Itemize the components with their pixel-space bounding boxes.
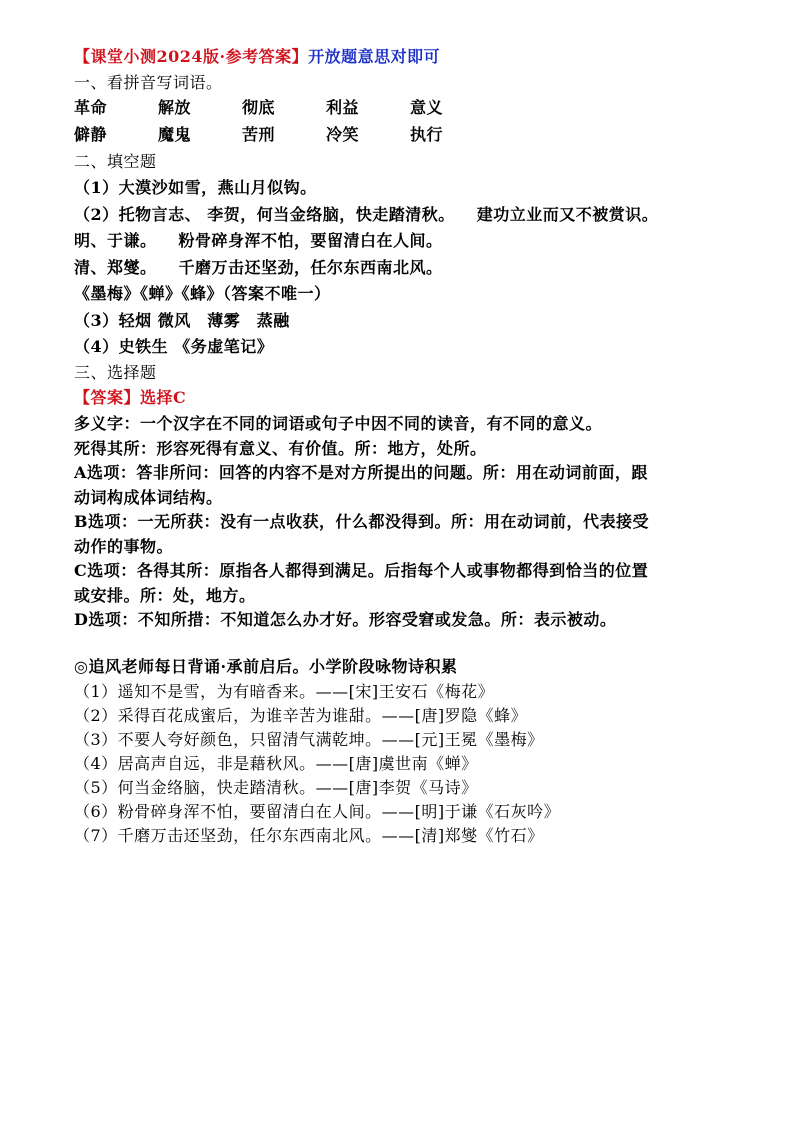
section1-title: 一、看拼音写词语。 <box>74 73 223 92</box>
fill-q2-line4: 《墨梅》《蝉》《蜂》（答案不唯一） <box>74 284 331 303</box>
explanation-line: D选项：不知所措：不知道怎么办才好。形容受窘或发急。所：表示被动。 <box>74 610 617 629</box>
recite-line: （3）不要人夸好颜色，只留清气满乾坤。——[元]王冕《墨梅》 <box>74 730 544 749</box>
words-row-2 <box>74 124 443 146</box>
fill-q1: （1）大漠沙如雪，燕山月似钩。 <box>74 178 317 197</box>
recite-line: （2）采得百花成蜜后，为谁辛苦为谁甜。——[唐]罗隐《蜂》 <box>74 706 528 725</box>
fill-q4: （4）史铁生 《务虚笔记》 <box>74 337 274 356</box>
fill-q2-part-e: 清、郑燮。 <box>74 258 157 277</box>
fill-q2-part-d: 粉骨碎身浑不怕，要留清白在人间。 <box>178 231 443 250</box>
recite-line: （6）粉骨碎身浑不怕，要留清白在人间。——[明]于谦《石灰吟》 <box>74 802 561 821</box>
header-line <box>74 46 440 68</box>
fill-q2-part-f: 千磨万击还坚劲，任尔东西南北风。 <box>178 258 443 277</box>
explanation-line: 动词构成体词结构。 <box>74 488 223 507</box>
section3-title: 三、选择题 <box>74 363 157 382</box>
recite-line: （1）遥知不是雪，为有暗香来。——[宋]王安石《梅花》 <box>74 682 495 701</box>
recite-line: （7）千磨万击还坚劲，任尔东西南北风。——[清]郑燮《竹石》 <box>74 826 544 845</box>
explanation-line: 多义字：一个汉字在不同的词语或句子中因不同的读音，有不同的意义。 <box>74 414 603 433</box>
explanation-line: 或安排。所：处，地方。 <box>74 586 256 605</box>
word-item: 意义 <box>410 98 444 117</box>
explanation-line: C选项：各得其所：原指各人都得到满足。后指每个人或事物都得到恰当的位置 <box>74 561 649 580</box>
word-item: 魔鬼 <box>158 125 192 144</box>
fill-q2-part-c: 明、于谦。 <box>74 231 157 250</box>
word-item: 僻静 <box>74 125 108 144</box>
fill-q2-part-a: （2）托物言志、 李贺，何当金络脑，快走踏清秋。 <box>74 205 455 224</box>
fill-q2-part-b: 建功立业而又不被赏识。 <box>476 205 659 224</box>
word-item: 解放 <box>158 98 192 117</box>
explanation-line: 动作的事物。 <box>74 537 174 556</box>
fill-q2-line3 <box>74 257 443 279</box>
word-item: 革命 <box>74 98 108 117</box>
answer-label: 【答案】选择C <box>74 388 187 407</box>
header-title: 【课堂小测2024版·参考答案】 <box>74 47 309 66</box>
fill-q2-line2 <box>74 230 443 252</box>
recite-title: ◎追风老师每日背诵·承前启后。小学阶段咏物诗积累 <box>74 657 458 676</box>
fill-q2-line1 <box>74 204 658 226</box>
explanation-line: 死得其所：形容死得有意义、有价值。所：地方，处所。 <box>74 439 487 458</box>
fill-q3: （3）轻烟 微风 薄雾 蒸融 <box>74 311 290 330</box>
explanation-line: B选项：一无所获：没有一点收获，什么都没得到。所：用在动词前，代表接受 <box>74 512 650 531</box>
word-item: 利益 <box>326 98 360 117</box>
word-item: 彻底 <box>242 98 276 117</box>
recite-line: （5）何当金络脑，快走踏清秋。——[唐]李贺《马诗》 <box>74 778 478 797</box>
words-row-1 <box>74 97 443 119</box>
recite-line: （4）居高声自远，非是藉秋风。——[唐]虞世南《蝉》 <box>74 754 478 773</box>
header-note: 开放题意思对即可 <box>308 47 441 66</box>
word-item: 苦刑 <box>242 125 276 144</box>
section2-title: 二、填空题 <box>74 152 157 171</box>
explanation-line: A选项：答非所问：回答的内容不是对方所提出的问题。所：用在动词前面，跟 <box>74 463 648 482</box>
word-item: 执行 <box>410 125 444 144</box>
word-item: 冷笑 <box>326 125 360 144</box>
